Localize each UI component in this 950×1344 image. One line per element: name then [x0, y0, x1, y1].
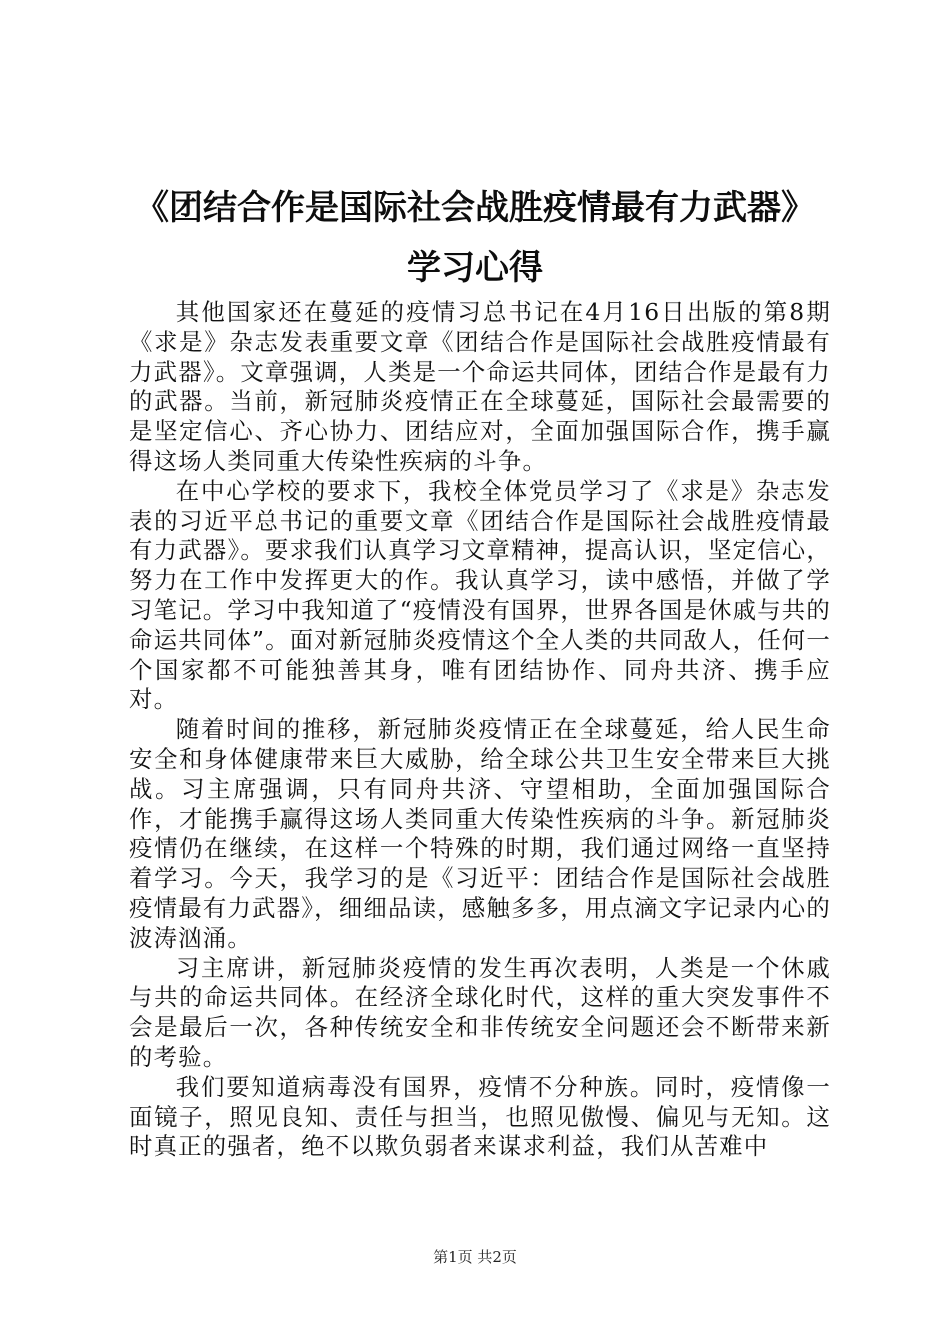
- document-title-line-1: 《团结合作是国际社会战胜疫情最有力武器》: [135, 188, 815, 228]
- paragraph-3: 随着时间的推移，新冠肺炎疫情正在全球蔓延，给人民生命安全和身体健康带来巨大威胁，给全球公共卫生安全带来巨大挑战。习主席强调，只有同舟共济、守望相助，全面加强国际合作，才能携手赢得这场人类同重大传染性疾病的斗争。新冠肺炎疫情仍在继续，在这样一个特殊的时期，我们通过网络一直坚持着学习。今天，我学习的是《习近平：团结合作是国际社会战胜疫情最有力武器》，细细品读，感触多多，用点滴文字记录内心的波涛汹涌。: [129, 715, 831, 952]
- paragraph-1: 其他国家还在蔓延的疫情习总书记在4月16日出版的第8期《求是》杂志发表重要文章《团结合作是国际社会战胜疫情最有力武器》。文章强调，人类是一个命运共同体，团结合作是最有力的武器。当前，新冠肺炎疫情正在全球蔓延，国际社会最需要的是坚定信心、齐心协力、团结应对，全面加强国际合作，携手赢得这场人类同重大传染性疾病的斗争。: [129, 298, 831, 475]
- document-body: [129, 298, 831, 1162]
- paragraph-5: 我们要知道病毒没有国界，疫情不分种族。同时，疫情像一面镜子，照见良知、责任与担当，也照见傲慢、偏见与无知。这时真正的强者，绝不以欺负弱者来谋求利益，我们从苦难中: [129, 1072, 831, 1161]
- paragraph-4: 习主席讲，新冠肺炎疫情的发生再次表明，人类是一个休戚与共的命运共同体。在经济全球化时代，这样的重大突发事件不会是最后一次，各种传统安全和非传统安全问题还会不断带来新的考验。: [129, 953, 831, 1071]
- document-title-line-2: 学习心得: [407, 248, 543, 288]
- page-number-footer: 第1页 共2页: [433, 1248, 517, 1266]
- paragraph-2: 在中心学校的要求下，我校全体党员学习了《求是》杂志发表的习近平总书记的重要文章《团结合作是国际社会战胜疫情最有力武器》。要求我们认真学习文章精神，提高认识，坚定信心，努力在工作中发挥更大的作。我认真学习，读中感悟，并做了学习笔记。学习中我知道了“疫情没有国界，世界各国是休戚与共的命运共同体”。面对新冠肺炎疫情这个全人类的共同敌人，任何一个国家都不可能独善其身，唯有团结协作、同舟共济、携手应对。: [129, 476, 831, 714]
